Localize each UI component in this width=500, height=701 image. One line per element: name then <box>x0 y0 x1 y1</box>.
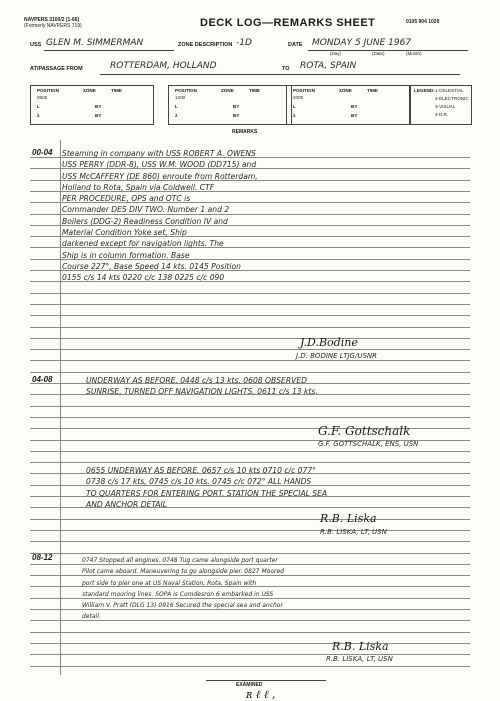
ruled-line <box>30 360 470 361</box>
entry-0655 <box>86 465 327 510</box>
log-line: Boilers (DDG-2) Readiness Condition IV and <box>62 216 228 226</box>
by-label: BY <box>233 104 240 109</box>
date-label: DATE <box>288 42 303 48</box>
zone-value: -1D <box>236 38 252 48</box>
signer-bodine: J.D. BODINE LTJG/USNR <box>296 352 377 360</box>
uss-label: USS <box>30 42 42 48</box>
log-line: SUNRISE, TURNED OFF NAVIGATION LIGHTS. 0611 c/s 13 kts. <box>86 387 318 397</box>
log-line: Holland to Rota, Spain via Coldwell. CTF <box>62 182 215 192</box>
signer-liska-2: R.B. LISKA, LT, USN <box>326 655 393 663</box>
signature-bodine: J.D.Bodine <box>300 336 358 349</box>
time-label: TIME <box>111 88 122 93</box>
log-line: AND ANCHOR DETAIL <box>86 499 167 509</box>
date-month-label: (Month) <box>406 51 422 56</box>
log-line: Material Condition Yoke set, Ship <box>62 228 187 238</box>
by-label: BY <box>233 113 240 118</box>
time-label: TIME <box>367 88 378 93</box>
time-label: TIME <box>249 88 260 93</box>
remarks-label: REMARKS <box>232 129 258 135</box>
date-value: MONDAY 5 JUNE 1967 <box>312 38 412 48</box>
log-line: port side to pier one at US Naval Station, Rota, Spain with <box>82 579 257 587</box>
log-line: Commander DES DIV TWO. Number 1 and 2 <box>62 205 230 215</box>
signer-liska-1: R.B. LISKA, LT, USN <box>320 528 387 536</box>
watch-label-04-08: 04-08 <box>32 375 53 384</box>
log-line: darkened except for navigation lights. The <box>62 239 224 249</box>
examiner-signature: ʀ ℓ ℓ , <box>246 688 276 701</box>
zone-label: ZONE <box>221 88 234 93</box>
log-line: 0747 Stopped all engines. 0748 Tug came alongside port quarter <box>82 557 278 564</box>
log-line: detail. <box>82 613 101 621</box>
examined-line <box>206 680 326 681</box>
signature-liska-2: R.B. Liska <box>332 640 389 653</box>
stock-number: 0105 904 1020 <box>406 19 440 25</box>
entry-04-08 <box>86 375 318 398</box>
ruled-line <box>30 417 470 418</box>
ruled-line <box>30 541 470 542</box>
ruled-line <box>30 462 470 463</box>
log-line: 0155 c/s 14 kts 0220 c/c 138 0225 c/c 090 <box>62 273 225 283</box>
margin-rule <box>60 140 61 675</box>
log-line: Pilot came aboard. Maneuvering to go alongside pier. 0827 Moored <box>82 568 284 576</box>
time-value: 1200 <box>175 95 186 100</box>
passage-to: ROTA, SPAIN <box>300 61 357 71</box>
log-line: 0655 UNDERWAY AS BEFORE. 0657 c/s 10 kts 0710 c/c 077° <box>86 466 316 475</box>
ruled-line <box>30 327 470 328</box>
ruled-line <box>30 654 470 655</box>
signer-gottschalk: G.F. GOTTSCHALK, ENS, USN <box>318 440 419 448</box>
ruled-line <box>30 372 470 373</box>
ruled-line <box>30 315 470 316</box>
lat-label: L <box>293 104 296 109</box>
entry-00-04 <box>62 148 258 284</box>
ruled-line <box>30 553 470 554</box>
entry-08-12 <box>82 555 284 623</box>
position-label: POSITION <box>175 88 197 93</box>
passage-underline <box>100 74 460 75</box>
position-label: POSITION <box>37 88 59 93</box>
ruled-line <box>30 666 470 667</box>
legend-item: 2-ELECTRONIC <box>435 96 469 101</box>
ruled-line <box>30 338 470 339</box>
zone-label: ZONE <box>83 88 96 93</box>
ruled-line <box>30 530 470 531</box>
passage-from: ROTTERDAM, HOLLAND <box>110 61 217 71</box>
date-date-label: (Date) <box>372 51 385 56</box>
time-value: 0800 <box>37 95 48 100</box>
by-label: BY <box>351 104 358 109</box>
zone-label: ZONE <box>339 88 352 93</box>
log-line: PER PROCEDURE, OPS and OTC is <box>62 194 191 204</box>
legend-label: LEGEND: <box>414 88 435 93</box>
ruled-line <box>30 349 470 350</box>
log-line: Ship is in column formation. Base <box>62 250 190 260</box>
legend-item: 4-D.R. <box>435 112 449 117</box>
legend-item: 1-CELESTIAL <box>435 88 464 93</box>
log-line: USS McCAFFERY (DE 860) enroute from Rotterdam, <box>62 171 258 181</box>
position-label: POSITION <box>293 88 315 93</box>
legend-box <box>410 85 472 125</box>
by-label: BY <box>95 104 102 109</box>
ruled-line <box>30 632 470 633</box>
log-line: Steaming in company with USS ROBERT A. OWENS <box>62 149 256 158</box>
position-box-3: POSITION ZONE TIME 2000 L BY λ BY <box>286 85 410 125</box>
watch-label-00-04: 00-04 <box>32 148 53 157</box>
signature-gottschalk: G.F. Gottschalk <box>318 424 411 438</box>
ruled-line <box>30 304 470 305</box>
examined-label: EXAMINED <box>236 682 263 688</box>
watch-label-08-12: 08-12 <box>32 553 53 562</box>
uss-underline <box>44 50 174 51</box>
log-line: Course 227°, Base Speed 14 kts. 0145 Position <box>62 261 241 271</box>
by-label: BY <box>351 113 358 118</box>
time-value: 2000 <box>293 95 304 100</box>
log-line: 0738 c/s 17 kts, 0745 c/s 10 kts. 0745 c/c 072° ALL HANDS <box>86 477 312 487</box>
ruled-line <box>30 643 470 644</box>
log-line: standard mooring lines. SOPA is Comdesron 6 embarked in USS <box>82 590 274 598</box>
lat-label: L <box>175 104 178 109</box>
zone-label: ZONE DESCRIPTION <box>178 42 233 48</box>
page-title: DECK LOG—REMARKS SHEET <box>200 17 376 29</box>
ruled-line <box>30 406 470 407</box>
log-line: William V. Pratt (DLG 13) 0916 Secured the special sea and anchor <box>82 602 283 610</box>
passage-label: AT/PASSAGE FROM <box>30 66 83 72</box>
passage-to-label: TO <box>282 66 290 72</box>
log-line: USS PERRY (DDR-8), USS W.M. WOOD (DD715) and <box>62 160 257 170</box>
ruled-line <box>30 519 470 520</box>
signature-liska-1: R.B. Liska <box>320 512 377 525</box>
log-line: TO QUARTERS FOR ENTERING PORT. STATION THE SPECIAL SEA <box>86 488 328 498</box>
position-box-1: POSITION ZONE TIME 0800 L BY λ BY <box>30 85 154 125</box>
ruled-line <box>30 451 470 452</box>
legend-item: 3-VISUAL <box>435 104 456 109</box>
by-label: BY <box>95 113 102 118</box>
date-day-label: (Day) <box>330 51 341 56</box>
log-line: UNDERWAY AS BEFORE. 0448 c/s 13 kts. 0608 OBSERVED <box>86 376 307 385</box>
position-box-2: POSITION ZONE TIME 1200 L BY λ BY <box>168 85 292 125</box>
uss-value: GLEN M. SIMMERMAN <box>46 38 144 48</box>
lat-label: L <box>37 104 40 109</box>
ruled-line <box>30 293 470 294</box>
form-code: NAVPERS 3100/2 (1-66) (Formerly NAVPERS 719) <box>24 17 82 29</box>
